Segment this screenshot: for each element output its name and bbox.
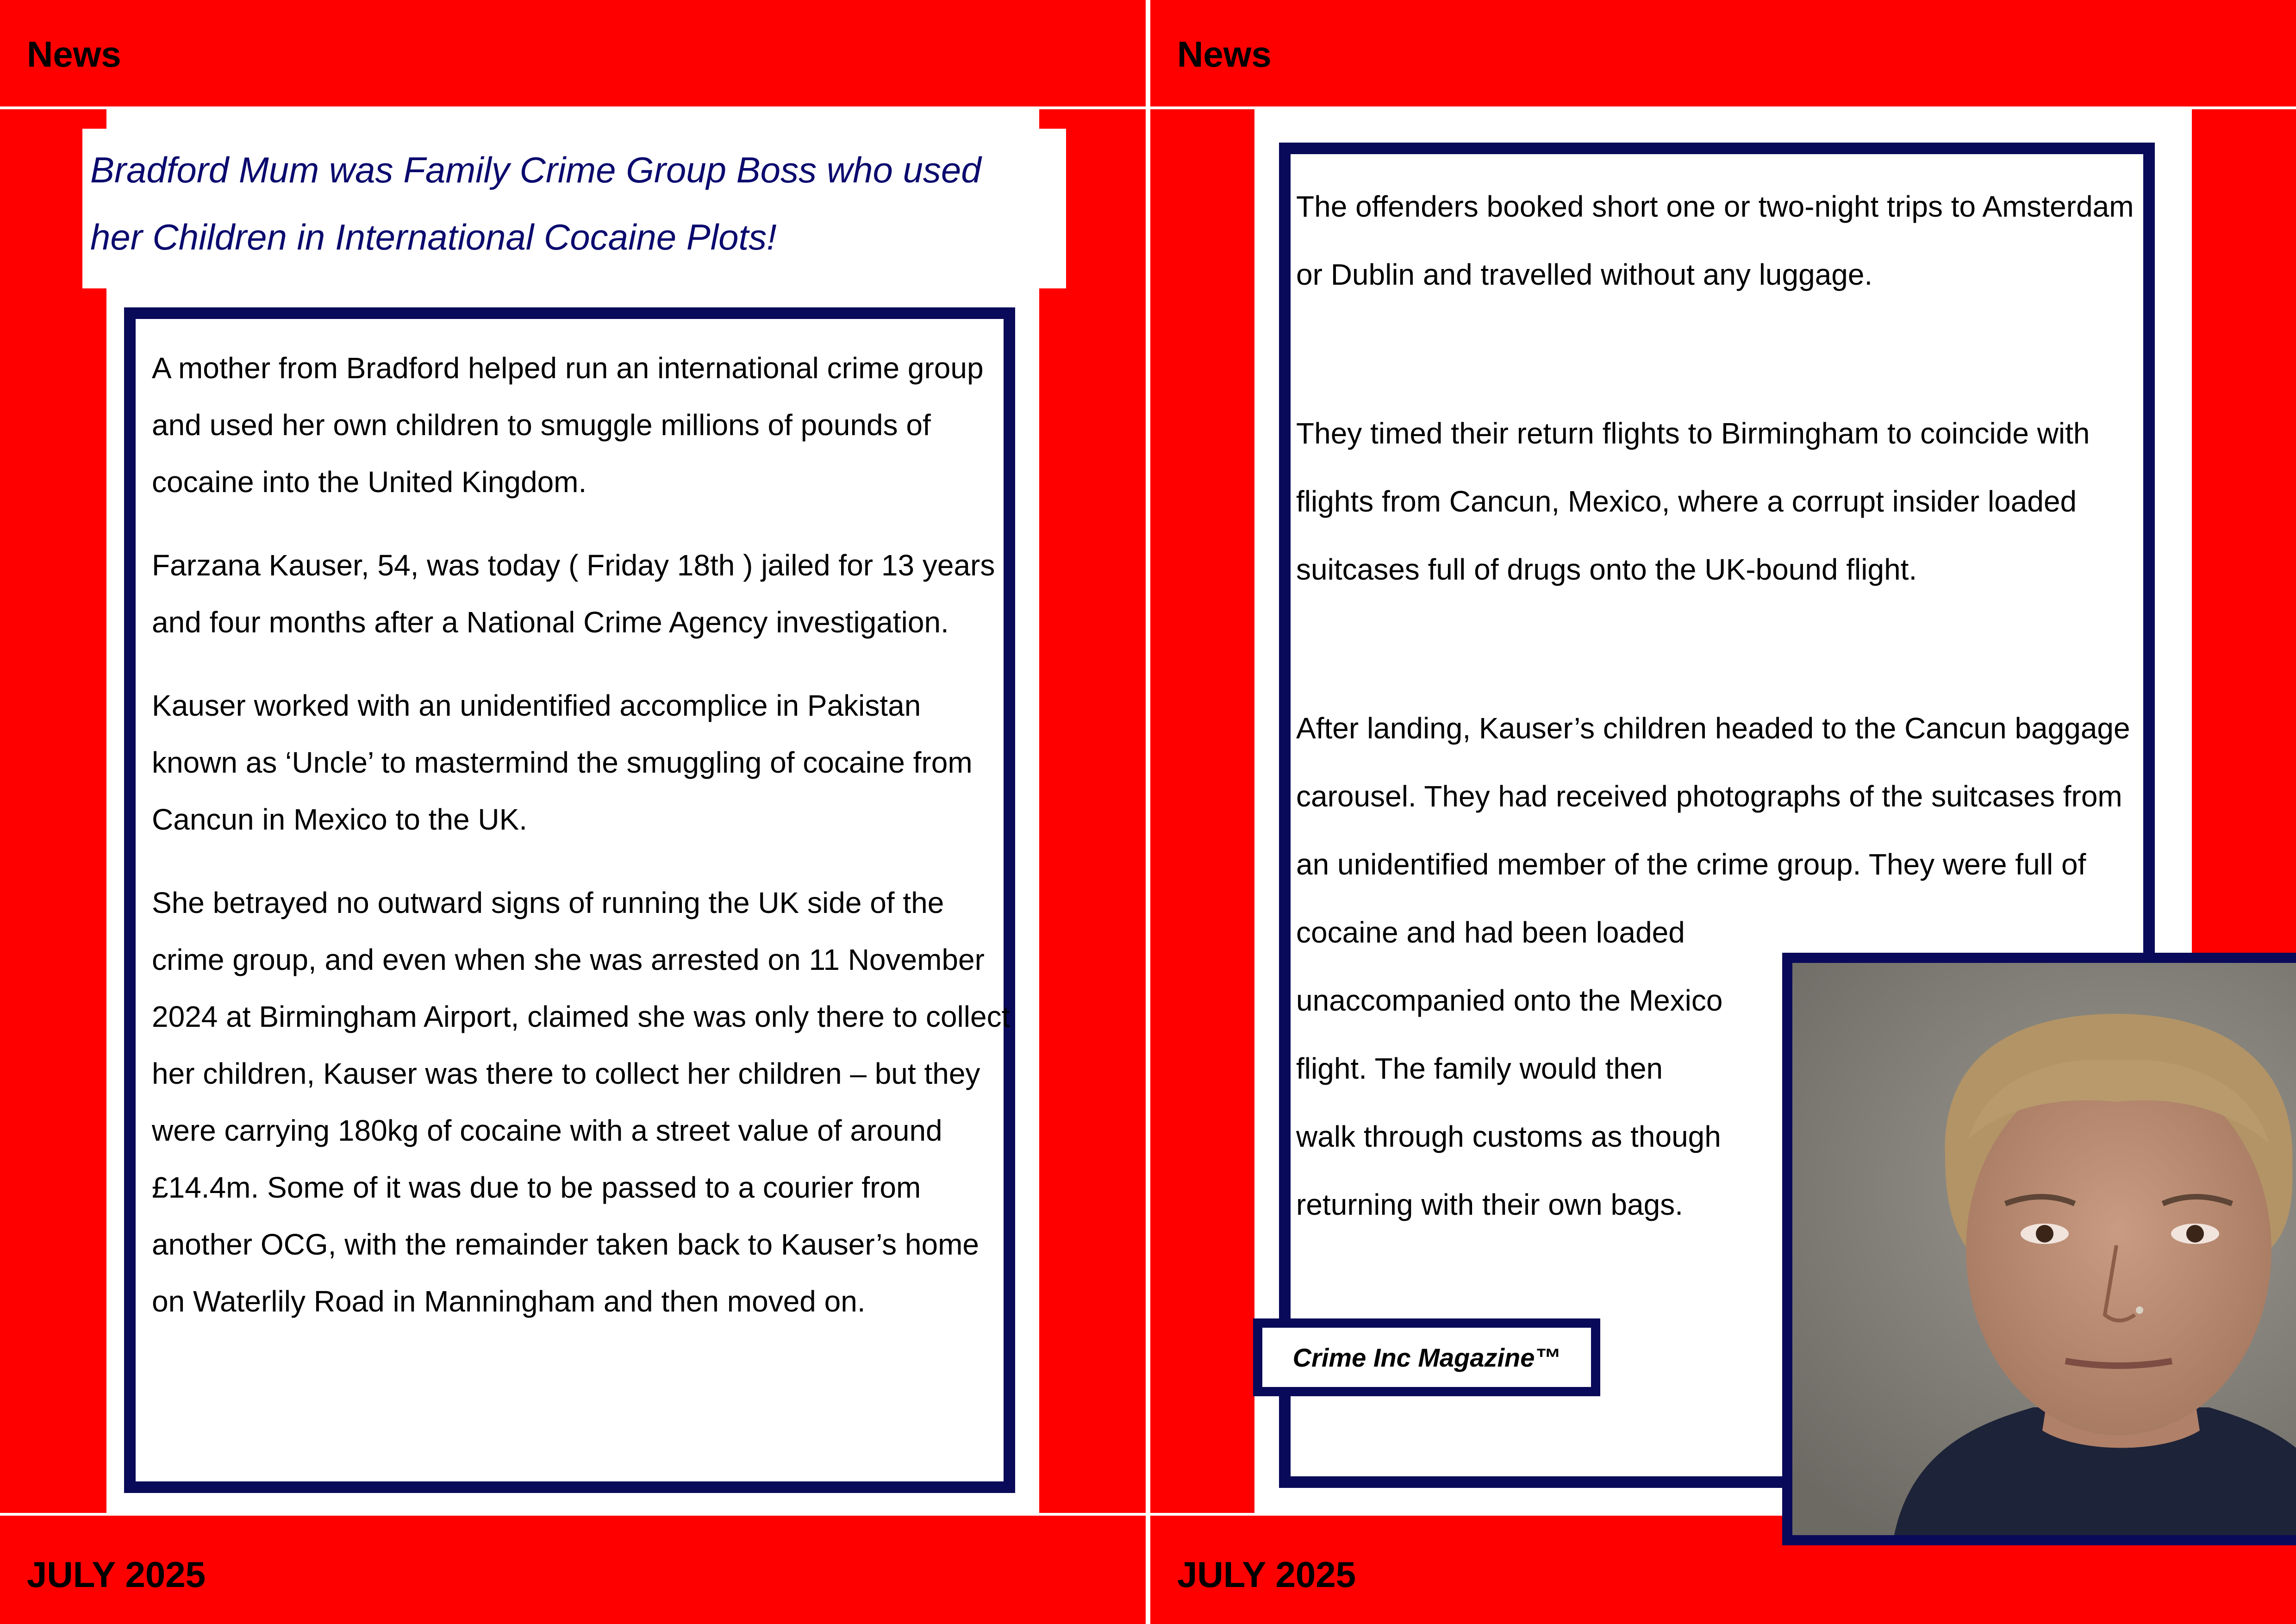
brand-label: Crime Inc Magazine™ [1292, 1343, 1561, 1372]
article-body [152, 340, 1013, 1356]
issue-date: JULY 2025 [27, 1554, 206, 1595]
paragraph: She betrayed no outward signs of running the UK side of the crime group, and even when she was arrested on 11 November 2024 at Birmingham Airport, claimed she was only there to collect her children, Kauser was there to collect her children – but they were carrying 180kg of cocaine with a street value of around £14.4m. Some of it was due to be passed to a courier from another OCG, with the remainder taken back to Kauser’s home on Waterlily Road in Manningham and then moved on. [152, 886, 1010, 1318]
section-label: News [27, 34, 121, 75]
article-box [124, 307, 1015, 1493]
headline-line-1: Bradford Mum was Family Crime Group Boss who used [90, 150, 981, 190]
issue-date: JULY 2025 [1177, 1554, 1356, 1595]
paragraph: A mother from Bradford helped run an international crime group and used her own children to smuggle millions of pounds of cocaine into the United Kingdom. [152, 351, 984, 499]
left-page [0, 0, 1146, 1624]
headline [90, 137, 981, 271]
paragraph: Farzana Kauser, 54, was today ( Friday 18th ) jailed for 13 years and four months after a National Crime Agency investigation. [152, 549, 995, 639]
paragraph: They timed their return flights to Birmingham to coincide with flights from Cancun, Mexico, where a corrupt insider loaded suitcases full of drugs onto the UK-bound flight. [1296, 417, 2090, 586]
wrapped-line: flight. The family would then [1296, 1052, 1663, 1085]
page-divider [1146, 0, 1150, 1624]
paragraph: The offenders booked short one or two-night trips to Amsterdam or Dublin and travelled without any luggage. [1296, 190, 2134, 291]
paragraph-gap [1296, 309, 2157, 400]
wrapped-line: unaccompanied onto the Mexico [1296, 984, 1723, 1017]
paragraph: Kauser worked with an unidentified accomplice in Pakistan known as ‘Uncle’ to mastermind the smuggling of cocaine from Cancun in Mexico to the UK. [152, 689, 973, 836]
footer-rule [0, 1513, 1146, 1516]
portrait-image [1792, 963, 2296, 1535]
headline-line-2: her Children in International Cocaine Plots! [90, 217, 777, 257]
wrapped-line: returning with their own bags. [1296, 1188, 1683, 1221]
section-label: News [1177, 34, 1272, 75]
paragraph: After landing, Kauser’s children headed to the Cancun baggage carousel. They had received photographs of the suitcases from an unidentified member of the crime group. They were full of cocaine and had been loaded [1296, 712, 2130, 949]
brand-label-box [1253, 1318, 1600, 1396]
right-page [1150, 0, 2296, 1624]
wrapped-line: walk through customs as though [1296, 1120, 1721, 1153]
paragraph-gap [1296, 604, 2157, 694]
portrait-photo [1782, 953, 2296, 1545]
